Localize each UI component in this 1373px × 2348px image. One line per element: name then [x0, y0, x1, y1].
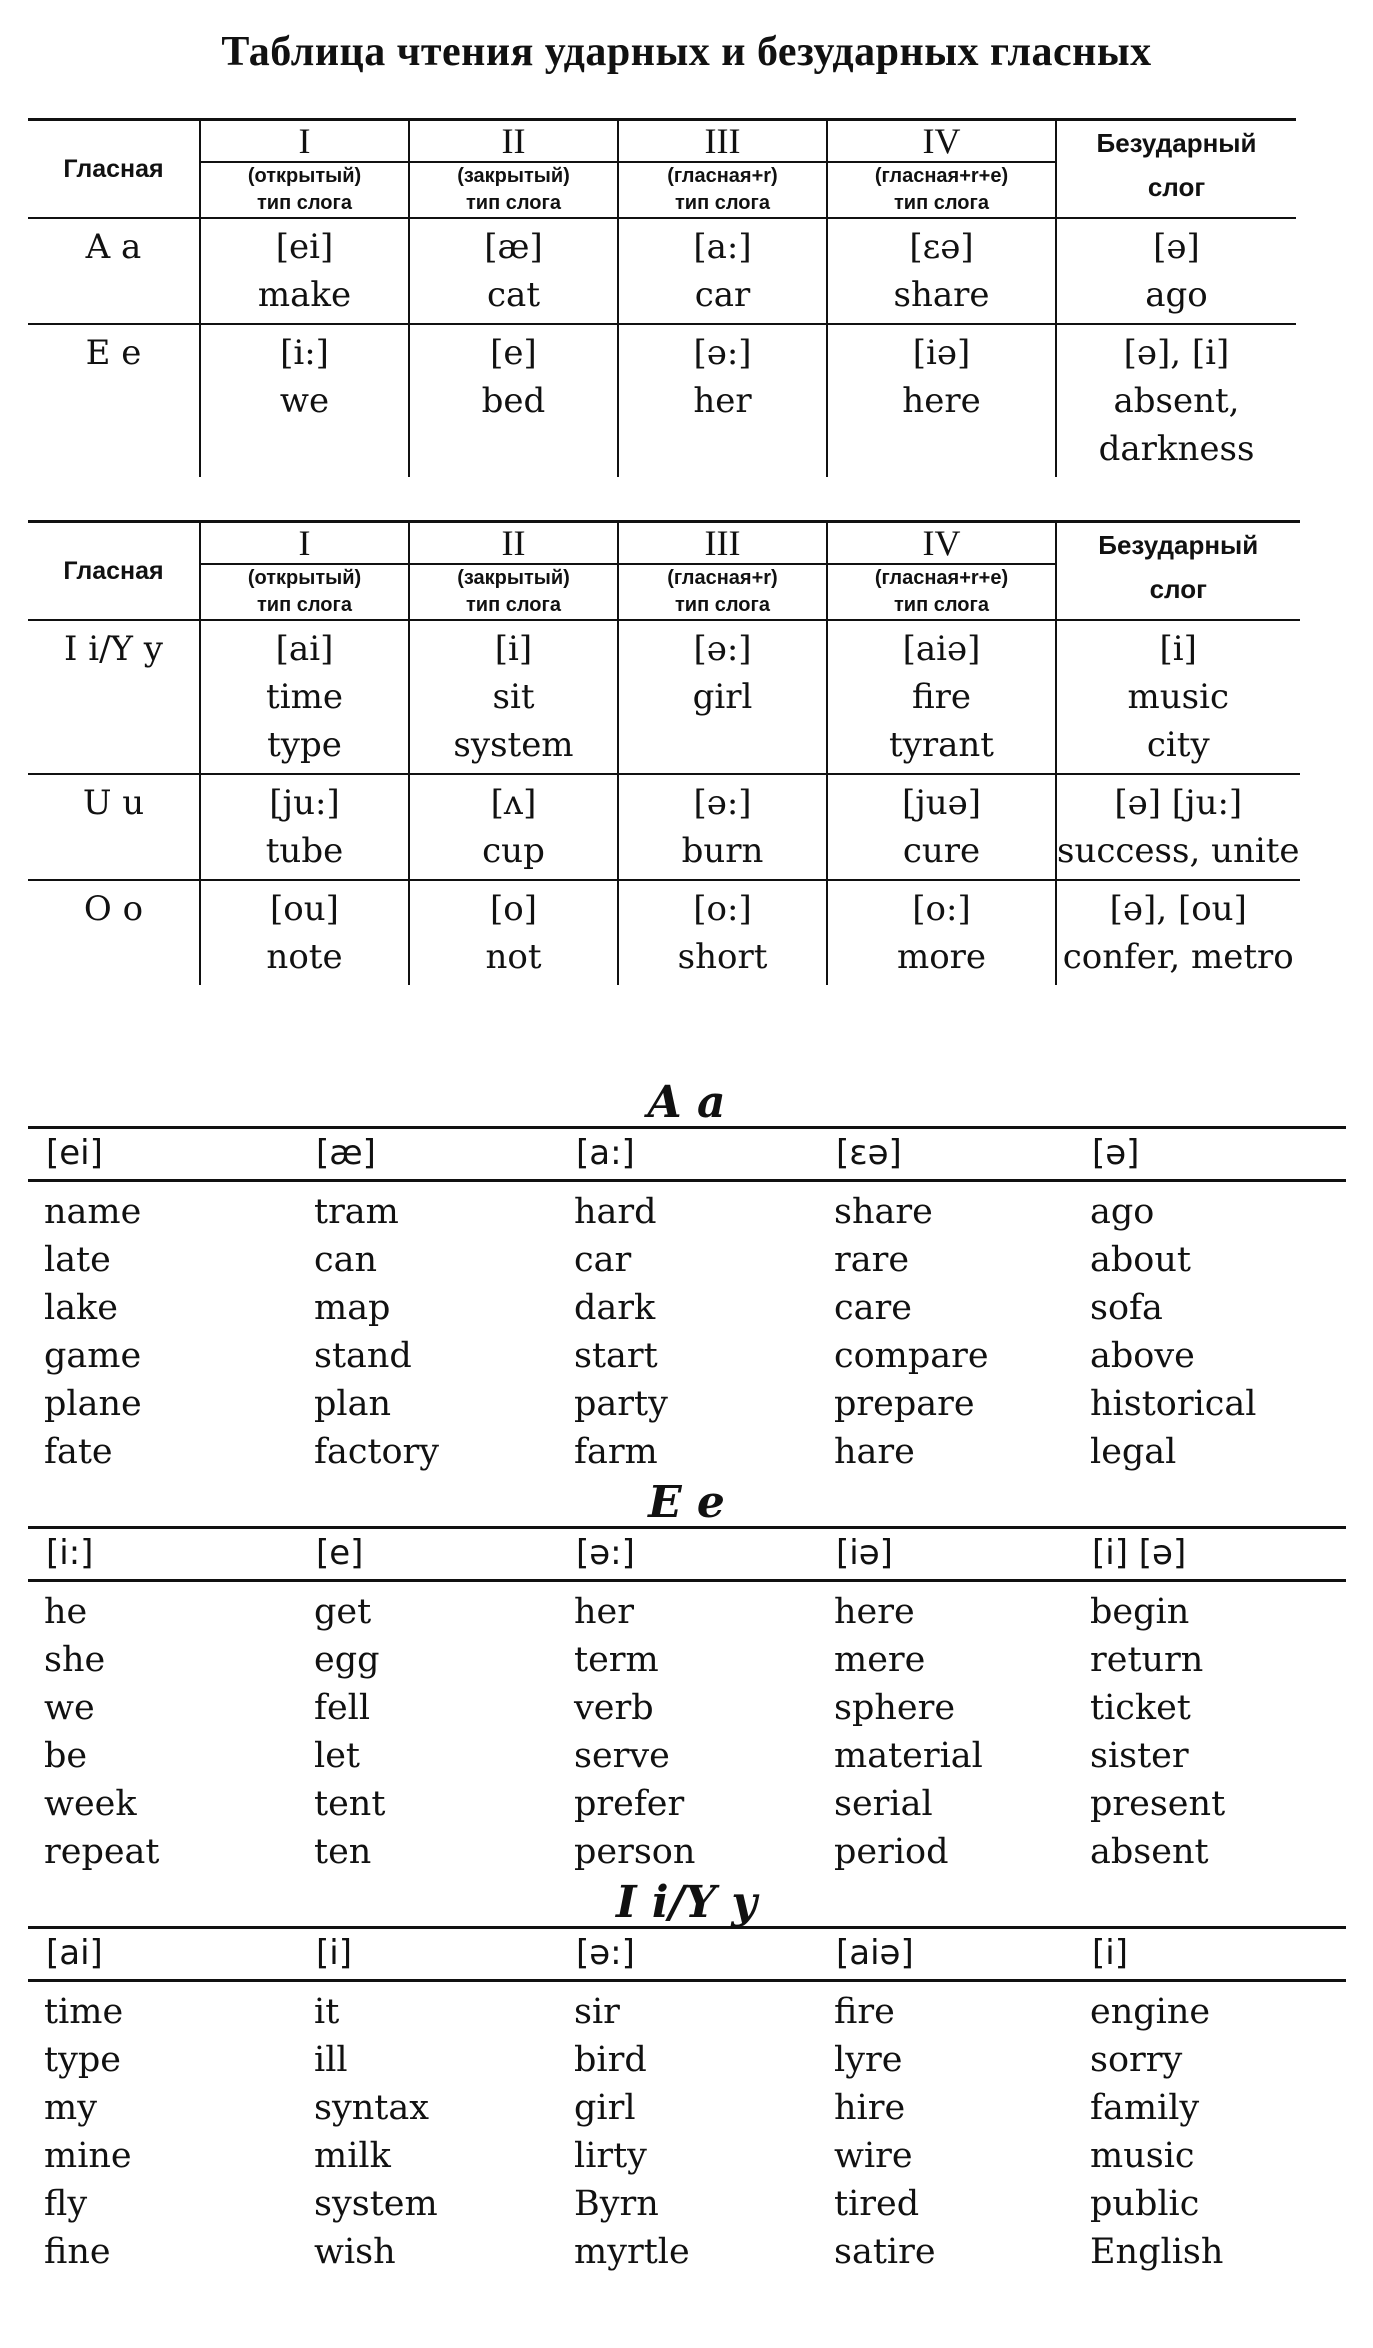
reading-cell: [827, 774, 1056, 880]
syllable-type-numeral: III: [618, 522, 827, 565]
syllable-type-label: [618, 162, 827, 218]
example-word: my: [44, 2088, 97, 2128]
transcription: [o:]: [693, 889, 752, 929]
example-word: myrtle: [574, 2232, 690, 2272]
transcription: [ə:]: [693, 629, 752, 669]
example-word: egg: [314, 1640, 380, 1680]
page-title: Таблица чтения ударных и безударных гласных: [221, 29, 1152, 75]
example-word: bird: [574, 2040, 647, 2080]
example-word: bed: [481, 381, 546, 421]
transcription: [ə:]: [693, 783, 752, 823]
example-word: fate: [44, 1432, 113, 1472]
syllable-type-sub: тип слога: [894, 192, 989, 214]
example-word: cure: [902, 831, 981, 871]
example-word: music: [1127, 677, 1230, 717]
example-word: type: [267, 725, 342, 765]
vowel-letter: O o: [28, 880, 200, 985]
transcription: [juə]: [901, 783, 982, 823]
reading-cell: [1056, 324, 1296, 477]
example-word: compare: [834, 1336, 989, 1376]
transcription: [i:]: [280, 333, 329, 373]
example-word: sit: [492, 677, 535, 717]
column-transcription: [iə]: [836, 1533, 893, 1573]
reading-cell: [409, 218, 618, 324]
syllable-type-numeral: IV: [827, 120, 1056, 163]
example-word: week: [44, 1784, 137, 1824]
example-word: syntax: [314, 2088, 429, 2128]
transcription: [i]: [494, 629, 533, 669]
example-word: start: [574, 1336, 658, 1376]
reading-cell: [618, 880, 827, 985]
word-row: [44, 1236, 1344, 1284]
example-word: be: [44, 1736, 88, 1776]
example-word: satire: [834, 2232, 936, 2272]
reading-cell: [827, 324, 1056, 477]
example-word: prepare: [834, 1384, 975, 1424]
syllable-type-label: [200, 162, 409, 218]
example-word: time: [266, 677, 343, 717]
example-word: English: [1090, 2232, 1224, 2272]
syllable-type-sub: (закрытый): [457, 165, 570, 187]
example-word: ill: [314, 2040, 348, 2080]
section-header-row: [28, 1526, 1346, 1582]
reading-cell: [1056, 620, 1300, 774]
transcription: [o:]: [912, 889, 971, 929]
example-word: fell: [314, 1688, 371, 1728]
reading-cell: [200, 620, 409, 774]
example-word: share: [893, 275, 990, 315]
column-transcription: [ai]: [46, 1933, 103, 1973]
word-row: [44, 1684, 1344, 1732]
example-word: map: [314, 1288, 391, 1328]
syllable-type-numeral: II: [409, 522, 618, 565]
syllable-type-sub: тип слога: [257, 594, 352, 616]
example-word: we: [44, 1688, 95, 1728]
example-word: person: [574, 1832, 696, 1872]
example-word: short: [677, 937, 768, 977]
word-row: [44, 1380, 1344, 1428]
syllable-type-label: [618, 564, 827, 620]
example-word: plan: [314, 1384, 392, 1424]
example-word: fly: [44, 2184, 88, 2224]
reading-cell: [618, 218, 827, 324]
column-transcription: [aiə]: [836, 1933, 914, 1973]
syllable-type-label: [827, 564, 1056, 620]
example-word: hire: [834, 2088, 906, 2128]
example-word: city: [1146, 725, 1210, 765]
example-word: lirty: [574, 2136, 647, 2176]
example-word: he: [44, 1592, 88, 1632]
word-row: [44, 1636, 1344, 1684]
reading-cell: [409, 880, 618, 985]
reading-cell: [827, 218, 1056, 324]
word-list: [44, 1988, 1344, 2276]
reading-cell: [618, 324, 827, 477]
example-word: care: [834, 1288, 912, 1328]
example-word: girl: [574, 2088, 636, 2128]
example-word: cat: [487, 275, 540, 315]
reading-cell: [200, 218, 409, 324]
reading-table-1: [28, 118, 1296, 477]
example-word: mere: [834, 1640, 926, 1680]
example-word: milk: [314, 2136, 391, 2176]
example-word: hare: [834, 1432, 915, 1472]
example-word: hard: [574, 1192, 657, 1232]
example-word: car: [574, 1240, 632, 1280]
word-row: [44, 1588, 1344, 1636]
word-row: [44, 2180, 1344, 2228]
syllable-type-numeral: II: [409, 120, 618, 163]
example-word: family: [1090, 2088, 1200, 2128]
example-word: burn: [681, 831, 764, 871]
example-word: verb: [574, 1688, 654, 1728]
example-word: present: [1090, 1784, 1226, 1824]
vowel-letter: I i/Y y: [28, 620, 200, 774]
example-word: darkness: [1098, 429, 1255, 469]
transcription: [aiə]: [902, 629, 981, 669]
header-unstressed-line: слог: [1147, 172, 1206, 202]
word-row: [44, 1828, 1344, 1876]
transcription: [ou]: [270, 889, 339, 929]
example-word: factory: [314, 1432, 440, 1472]
syllable-type-sub: тип слога: [466, 192, 561, 214]
example-word: tent: [314, 1784, 386, 1824]
example-word: let: [314, 1736, 360, 1776]
transcription: [ə]: [1153, 227, 1200, 267]
word-row: [44, 1188, 1344, 1236]
example-word: return: [1090, 1640, 1204, 1680]
example-word: dark: [574, 1288, 656, 1328]
reading-cell: [200, 880, 409, 985]
example-word: about: [1090, 1240, 1191, 1280]
example-word: confer, metro: [1062, 937, 1294, 977]
section-letter-heading: E e: [648, 1477, 725, 1528]
example-word: it: [314, 1992, 340, 2032]
example-word: tyrant: [889, 725, 994, 765]
example-word: rare: [834, 1240, 910, 1280]
example-word: Byrn: [574, 2184, 659, 2224]
example-word: above: [1090, 1336, 1195, 1376]
transcription: [ə], [i]: [1123, 333, 1230, 373]
reading-cell: [618, 620, 827, 774]
word-row: [44, 2132, 1344, 2180]
example-word: ago: [1145, 275, 1208, 315]
example-word: engine: [1090, 1992, 1211, 2032]
reading-cell: [618, 774, 827, 880]
transcription: [iə]: [912, 333, 971, 373]
example-word: fire: [834, 1992, 895, 2032]
example-word: tube: [265, 831, 344, 871]
word-row: [44, 1428, 1344, 1476]
syllable-type-label: [827, 162, 1056, 218]
header-glasnaya: Гласная: [28, 120, 200, 219]
transcription: [e]: [490, 333, 537, 373]
column-transcription: [i] [ə]: [1092, 1533, 1187, 1573]
example-word: legal: [1090, 1432, 1177, 1472]
reading-cell: [1056, 880, 1300, 985]
example-word: she: [44, 1640, 106, 1680]
transcription: [i]: [1159, 629, 1197, 669]
example-word: ago: [1090, 1192, 1155, 1232]
example-word: serve: [574, 1736, 670, 1776]
syllable-type-numeral: IV: [827, 522, 1056, 565]
header-unstressed-line: слог: [1149, 574, 1207, 604]
example-word: car: [694, 275, 751, 315]
example-word: absent,: [1113, 381, 1240, 421]
column-transcription: [i]: [316, 1933, 352, 1973]
example-word: name: [44, 1192, 142, 1232]
transcription: [ə:]: [693, 333, 752, 373]
example-word: period: [834, 1832, 949, 1872]
transcription: [ʌ]: [490, 783, 537, 823]
example-word: begin: [1090, 1592, 1190, 1632]
column-transcription: [æ]: [316, 1133, 376, 1173]
example-word: sphere: [834, 1688, 956, 1728]
word-list: [44, 1588, 1344, 1876]
header-unstressed: [1056, 522, 1300, 621]
example-word: ticket: [1090, 1688, 1191, 1728]
example-word: wire: [834, 2136, 913, 2176]
example-word: lyre: [834, 2040, 903, 2080]
syllable-type-label: [409, 564, 618, 620]
transcription: [ju:]: [269, 783, 340, 823]
column-transcription: [ə]: [1092, 1133, 1140, 1173]
section-header-row: [28, 1126, 1346, 1182]
example-word: can: [314, 1240, 378, 1280]
column-transcription: [e]: [316, 1533, 364, 1573]
example-word: girl: [692, 677, 753, 717]
word-row: [44, 1988, 1344, 2036]
reading-table-2: [28, 520, 1300, 985]
word-row: [44, 2036, 1344, 2084]
example-word: type: [44, 2040, 121, 2080]
section-header-row: [28, 1926, 1346, 1982]
transcription: [εə]: [909, 227, 974, 267]
header-unstressed: [1056, 120, 1296, 219]
word-row: [44, 1332, 1344, 1380]
header-unstressed-line: Безударный: [1098, 530, 1259, 560]
word-list: [44, 1188, 1344, 1476]
example-word: wish: [314, 2232, 396, 2272]
syllable-type-sub: (гласная+r+e): [874, 567, 1009, 589]
example-word: her: [574, 1592, 634, 1632]
column-transcription: [a:]: [576, 1133, 635, 1173]
reading-cell: [409, 324, 618, 477]
reading-cell: [409, 620, 618, 774]
example-word: not: [485, 937, 542, 977]
transcription: [a:]: [693, 227, 752, 267]
syllable-type-sub: тип слога: [894, 594, 989, 616]
reading-cell: [200, 324, 409, 477]
example-word: farm: [574, 1432, 658, 1472]
syllable-type-sub: (закрытый): [457, 567, 570, 589]
example-word: public: [1090, 2184, 1200, 2224]
syllable-type-numeral: I: [200, 120, 409, 163]
column-transcription: [i]: [1092, 1933, 1128, 1973]
header-unstressed-line: Безударный: [1096, 128, 1257, 158]
example-word: system: [453, 725, 574, 765]
column-transcription: [εə]: [836, 1133, 902, 1173]
transcription: [ei]: [275, 227, 334, 267]
reading-cell: [409, 774, 618, 880]
example-word: sorry: [1090, 2040, 1183, 2080]
header-glasnaya: Гласная: [28, 522, 200, 621]
example-word: share: [834, 1192, 933, 1232]
transcription: [ə] [ju:]: [1114, 783, 1243, 823]
syllable-type-label: [200, 564, 409, 620]
vowel-letter: U u: [28, 774, 200, 880]
example-word: serial: [834, 1784, 933, 1824]
example-word: music: [1090, 2136, 1195, 2176]
column-transcription: [i:]: [46, 1533, 94, 1573]
syllable-type-sub: (открытый): [247, 567, 362, 589]
example-word: term: [574, 1640, 659, 1680]
example-word: stand: [314, 1336, 412, 1376]
word-row: [44, 1780, 1344, 1828]
example-word: lake: [44, 1288, 118, 1328]
example-word: her: [693, 381, 752, 421]
example-word: sir: [574, 1992, 620, 2032]
word-row: [44, 2228, 1344, 2276]
syllable-type-sub: (гласная+r+e): [874, 165, 1009, 187]
reading-cell: [827, 620, 1056, 774]
transcription: [ə], [ou]: [1109, 889, 1247, 929]
example-word: note: [266, 937, 343, 977]
column-transcription: [ə:]: [576, 1533, 635, 1573]
example-word: plane: [44, 1384, 142, 1424]
word-row: [44, 1732, 1344, 1780]
example-word: absent: [1090, 1832, 1209, 1872]
reading-cell: [1056, 218, 1296, 324]
example-word: more: [896, 937, 987, 977]
example-word: mine: [44, 2136, 132, 2176]
transcription: [o]: [490, 889, 537, 929]
reading-cell: [827, 880, 1056, 985]
section-letter-heading: A a: [647, 1077, 726, 1128]
syllable-type-sub: тип слога: [675, 594, 770, 616]
example-word: ten: [314, 1832, 372, 1872]
reading-cell: [1056, 774, 1300, 880]
example-word: tram: [314, 1192, 399, 1232]
example-word: material: [834, 1736, 983, 1776]
syllable-type-numeral: I: [200, 522, 409, 565]
word-row: [44, 2084, 1344, 2132]
example-word: fine: [44, 2232, 111, 2272]
example-word: here: [902, 381, 981, 421]
example-word: sister: [1090, 1736, 1189, 1776]
example-word: repeat: [44, 1832, 160, 1872]
example-word: sofa: [1090, 1288, 1163, 1328]
example-word: prefer: [574, 1784, 685, 1824]
syllable-type-sub: тип слога: [675, 192, 770, 214]
syllable-type-sub: (гласная+r): [667, 567, 778, 589]
example-word: success, unite: [1057, 831, 1300, 871]
word-row: [44, 1284, 1344, 1332]
column-transcription: [ə:]: [576, 1933, 635, 1973]
example-word: tired: [834, 2184, 920, 2224]
syllable-type-sub: (гласная+r): [667, 165, 778, 187]
transcription: [æ]: [484, 227, 543, 267]
transcription: [ai]: [275, 629, 334, 669]
syllable-type-sub: тип слога: [466, 594, 561, 616]
example-word: make: [257, 275, 352, 315]
example-word: we: [279, 381, 330, 421]
example-word: here: [834, 1592, 915, 1632]
example-word: historical: [1090, 1384, 1257, 1424]
column-transcription: [ei]: [46, 1133, 103, 1173]
example-word: game: [44, 1336, 142, 1376]
example-word: late: [44, 1240, 111, 1280]
example-word: system: [314, 2184, 438, 2224]
syllable-type-sub: (открытый): [247, 165, 362, 187]
vowel-letter: E e: [28, 324, 200, 477]
section-letter-heading: I i/Y y: [616, 1877, 757, 1928]
reading-cell: [200, 774, 409, 880]
syllable-type-sub: тип слога: [257, 192, 352, 214]
example-word: fire: [911, 677, 972, 717]
example-word: party: [574, 1384, 668, 1424]
vowel-letter: A a: [28, 218, 200, 324]
example-word: time: [44, 1992, 124, 2032]
syllable-type-label: [409, 162, 618, 218]
example-word: get: [314, 1592, 372, 1632]
example-word: cup: [482, 831, 545, 871]
syllable-type-numeral: III: [618, 120, 827, 163]
